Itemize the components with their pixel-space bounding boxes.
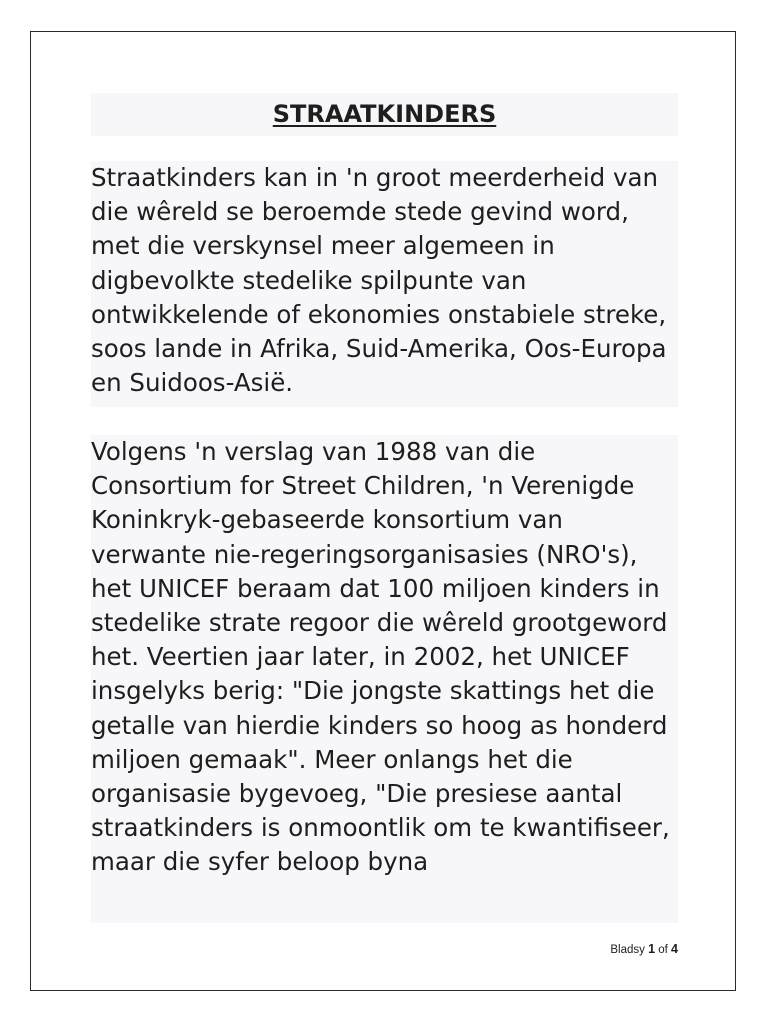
paragraph-block-2 [91, 435, 678, 923]
paragraph-2: Volgens 'n verslag van 1988 van die Consortium for Street Children, 'n Verenigde Koninkryk-gebaseerde konsortium van verwante nie-regeringsorganisasies (NRO's), het UNICEF beraam dat 100 miljoen kinders in stedelike strate regoor die wêreld grootgeword het. Veertien jaar later, in 2002, het UNICEF insgelyks berig: "Die jongste skattings het die getalle van hierdie kinders so hoog as honderd miljoen gemaak". Meer onlangs het die organisasie bygevoeg, "Die presiese aantal straatkinders is onmoontlik om te kwantifiseer, maar die syfer beloop byna [91, 437, 670, 877]
total-pages-number: 4 [671, 942, 678, 956]
paragraph-1: Straatkinders kan in 'n groot meerderheid van die wêreld se beroemde stede gevind word, met die verskynsel meer algemeen in digbevolkte stedelike spilpunte van ontwikkelende of ekonomies onstabiele streke, soos lande in Afrika, Suid-Amerika, Oos-Europa en Suidoos-Asië. [91, 163, 667, 398]
title-block [91, 93, 678, 136]
page-number-footer [610, 942, 678, 956]
document-title: STRAATKINDERS [272, 100, 497, 128]
page-content [91, 93, 678, 923]
paragraph-block-1 [91, 161, 678, 407]
current-page-number: 1 [648, 942, 656, 956]
page-label: Bladsy [610, 944, 645, 956]
of-label: of [658, 944, 668, 956]
